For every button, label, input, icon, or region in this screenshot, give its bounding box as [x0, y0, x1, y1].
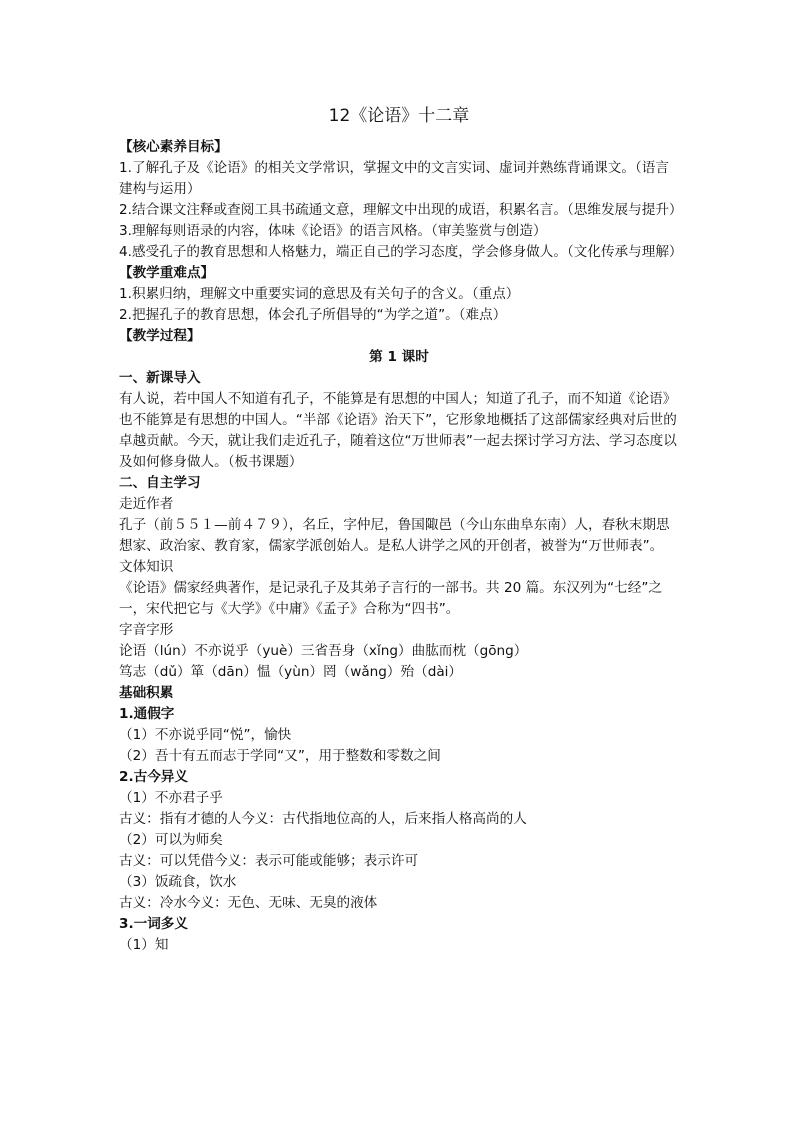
process-heading: 【教学过程】 [119, 328, 201, 344]
style-heading: 文体知识 [119, 559, 174, 575]
goal-item: 2.结合课文注释或查阅工具书疏通文意，理解文中出现的成语，积累名言。（思维发展与提升） [119, 202, 683, 218]
basics-heading: 基础积累 [119, 685, 174, 701]
author-paragraph: 孔子（前５５１—前４７９），名丘，字仲尼，鲁国陬邑（今山东曲阜东南）人，春秋末期思想家、政治家、教育家，儒家学派创始人。是私人讲学之风的开创者，被誉为“万世师表”。 [119, 517, 670, 554]
difficulties-heading: 【教学重难点】 [119, 265, 215, 281]
goal-item: 3.理解每则语录的内容，体味《论语》的语言风格。（审美鉴赏与创造） [119, 223, 547, 239]
basics-line: 2.古今异义 [119, 769, 188, 785]
author-heading: 走近作者 [119, 496, 174, 512]
pronunciation-line: 论语（lún）不亦说乎（yuè）三省吾身（xǐng）曲肱而枕（gōng） [119, 643, 528, 659]
intro-heading: 一、新课导入 [119, 370, 201, 386]
pronunciation-heading: 字音字形 [119, 622, 174, 638]
lesson-heading: 第 1 课时 [369, 349, 429, 365]
basics-line: （2）吾十有五而志于学同“又”，用于整数和零数之间 [119, 748, 441, 764]
goals-heading: 【核心素养目标】 [119, 139, 228, 155]
basics-line: （2）可以为师矣 [119, 832, 223, 848]
basics-line: 古义：可以凭借今义：表示可能或能够；表示许可 [119, 853, 419, 869]
basics-line: （1）不亦君子乎 [119, 790, 223, 806]
style-paragraph: 《论语》儒家经典著作，是记录孔子及其弟子言行的一部书。共 20 篇。东汉列为“七经”之一，宋代把它与《大学》《中庸》《孟子》合称为“四书”。 [119, 580, 662, 617]
basics-line: 3.一词多义 [119, 916, 188, 932]
basics-line: 古义：冷水今义：无色、无味、无臭的液体 [119, 895, 378, 911]
pronunciation-line: 笃志（dǔ）箪（dān）愠（yùn）罔（wǎng）殆（dài） [119, 664, 463, 680]
basics-line: 古义：指有才德的人今义：古代指地位高的人，后来指人格高尚的人 [119, 811, 527, 827]
difficulty-item: 1.积累归纳，理解文中重要实词的意思及有关句子的含义。（重点） [119, 286, 520, 302]
self-study-heading: 二、自主学习 [119, 475, 201, 491]
page-title: 12《论语》十二章 [328, 106, 470, 126]
basics-line: （1）不亦说乎同“悦”，愉快 [119, 727, 292, 743]
goal-item: 1.了解孔子及《论语》的相关文学常识，掌握文中的文言实词、虚词并熟练背诵课文。（语言建构与运用） [119, 160, 669, 197]
goal-item: 4.感受孔子的教育思想和人格魅力，端正自己的学习态度，学会修身做人。（文化传承与理解） [119, 244, 683, 260]
basics-line: （3）饭疏食，饮水 [119, 874, 237, 890]
document-page [119, 103, 683, 956]
basics-line: 1.通假字 [119, 706, 175, 722]
difficulty-item: 2.把握孔子的教育思想，体会孔子所倡导的“为学之道”。（难点） [119, 307, 507, 323]
intro-paragraph: 有人说，若中国人不知道有孔子，不能算是有思想的中国人；知道了孔子，而不知道《论语》也不能算是有思想的中国人。“半部《论语》治天下”，它形象地概括了这部儒家经典对后世的卓越贡献。今天，就让我们走近孔子，随着这位“万世师表”一起去探讨学习方法、学习态度以及如何修身做人。（板书课题） [119, 391, 677, 470]
basics-line: （1）知 [119, 937, 169, 953]
